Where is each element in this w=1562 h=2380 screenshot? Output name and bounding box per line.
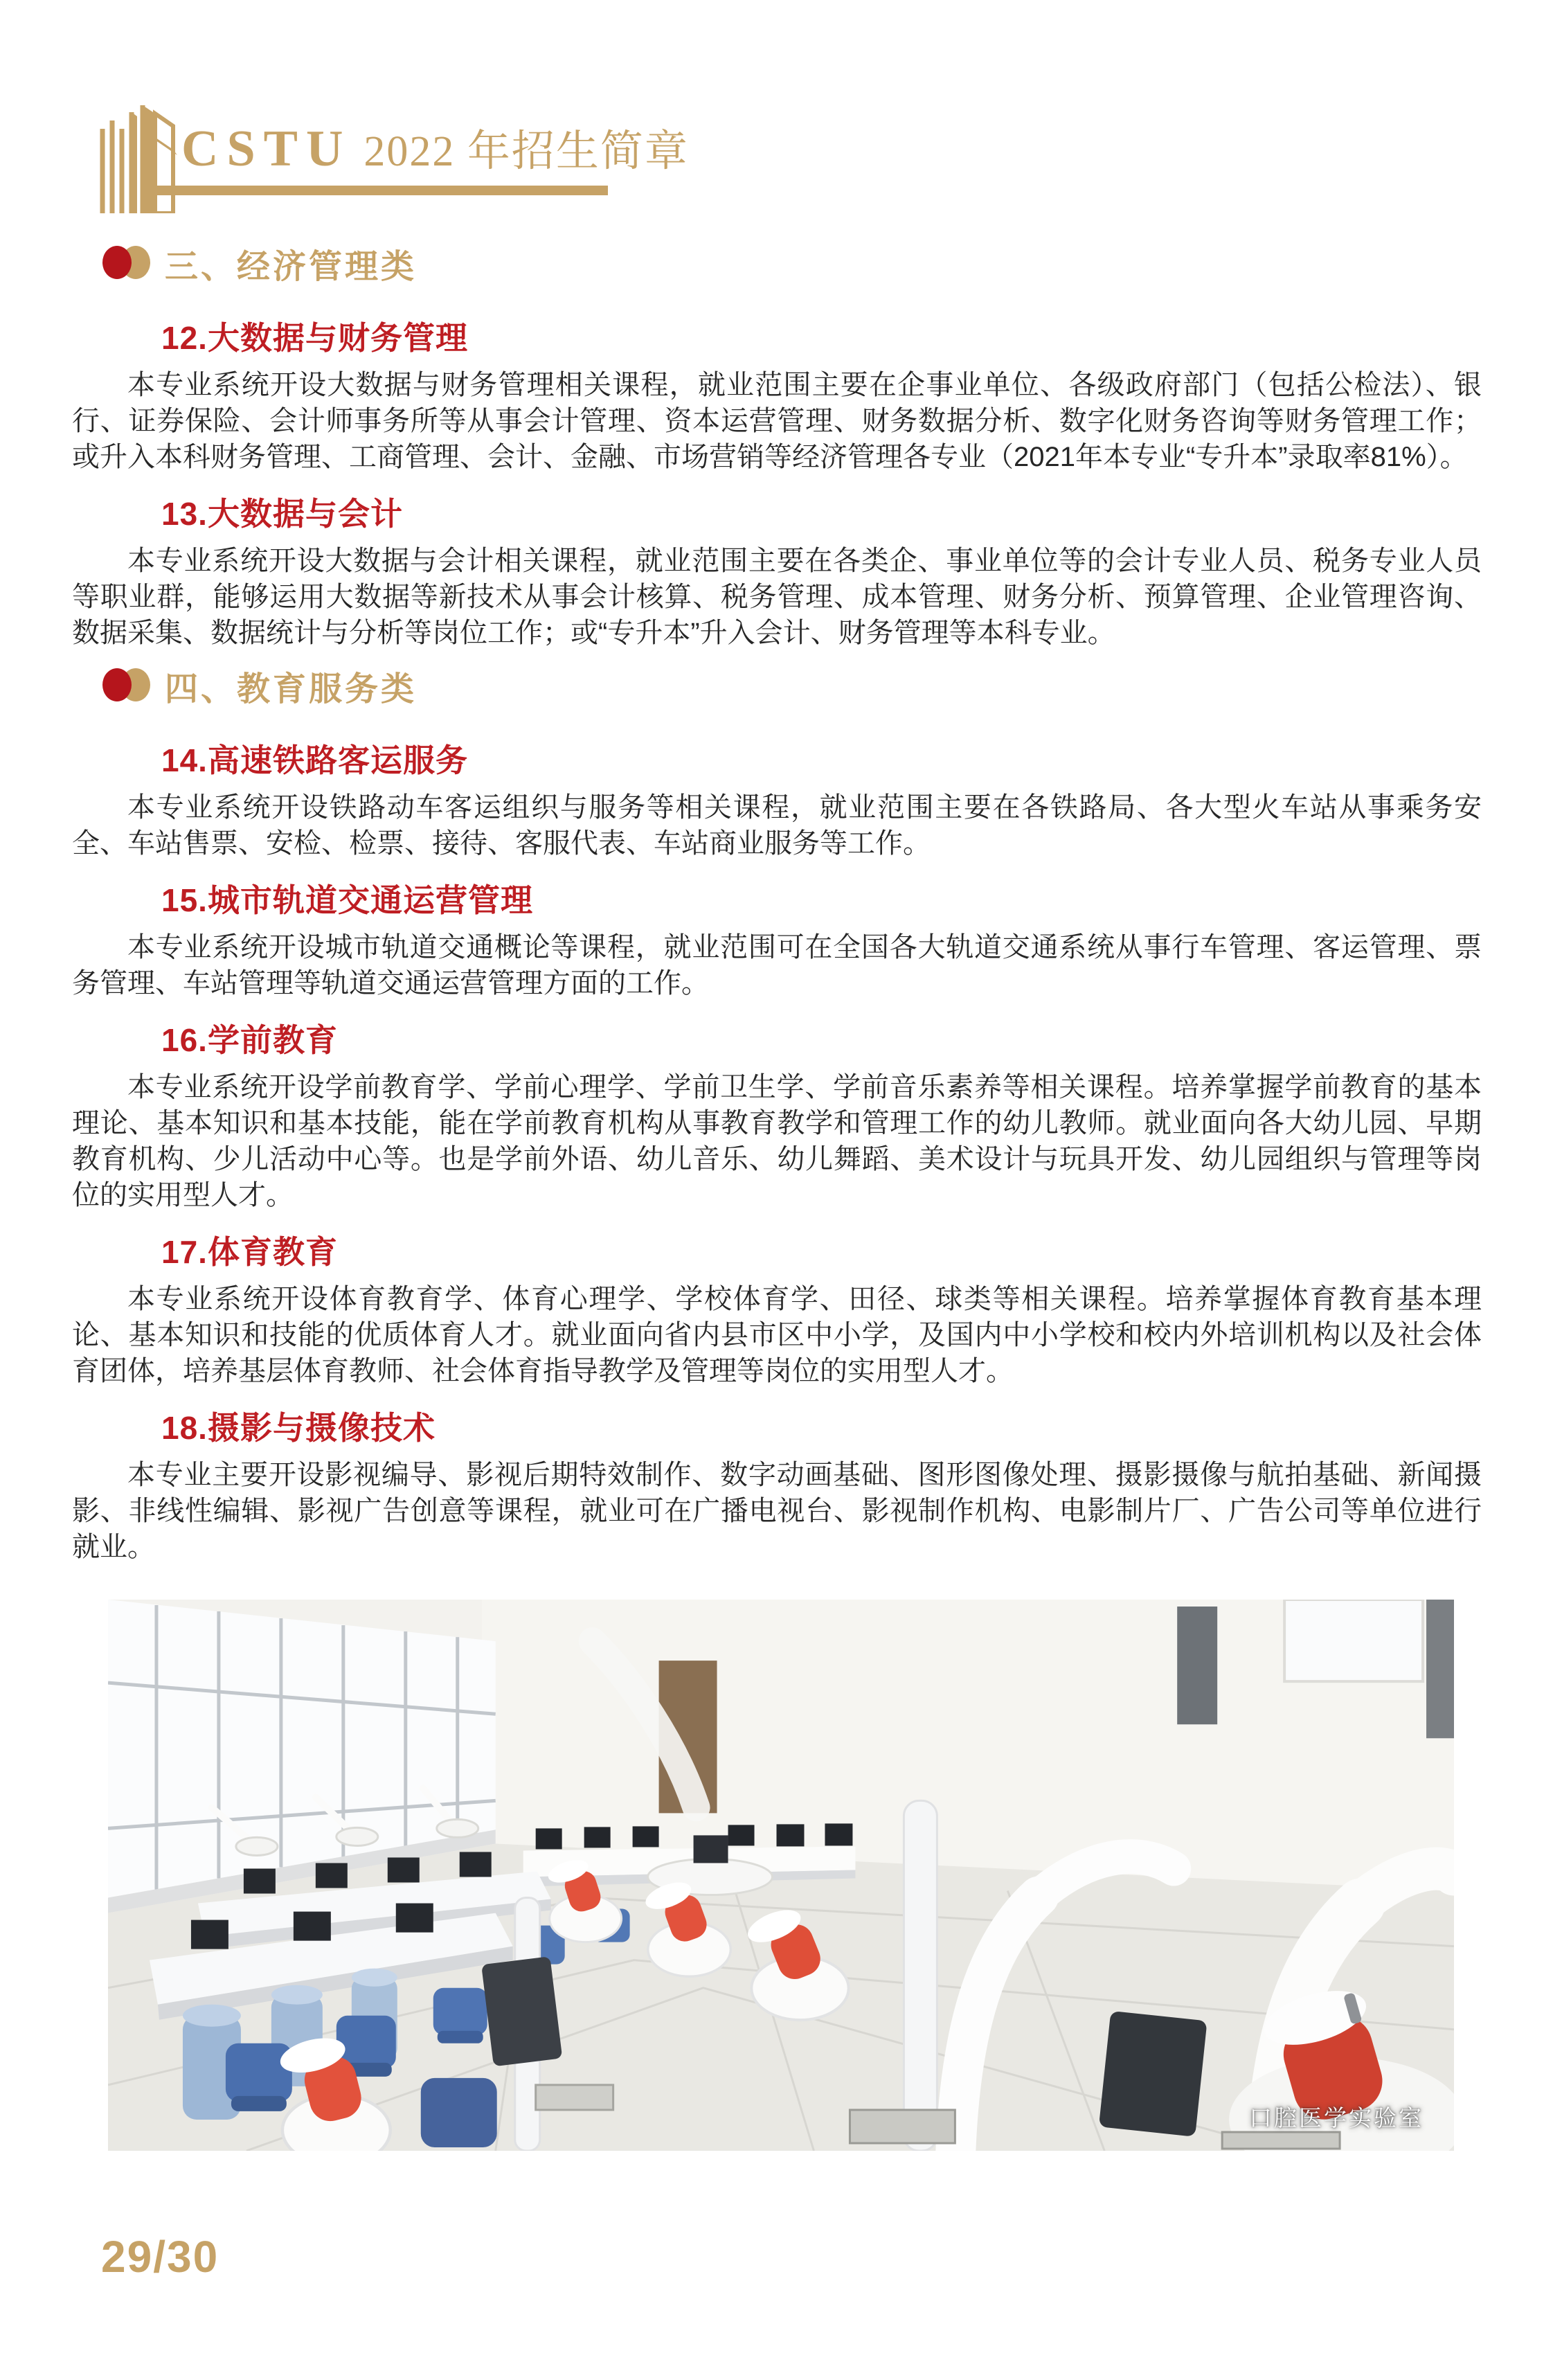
major-heading-14: 14.高速铁路客运服务 bbox=[161, 742, 468, 778]
major-body-13: 本专业系统开设大数据与会计相关课程，就业范围主要在各类企、事业单位等的会计专业人员、税务专业人员等职业群，能够运用大数据等新技术从事会计核算、税务管理、成本管理、财务分析、预算管理、企业管理咨询、数据采集、数据统计与分析等岗位工作；或“专升本”升入会计、财务管理等本科专业。 bbox=[72, 546, 1482, 648]
major-heading-16: 16.学前教育 bbox=[161, 1022, 338, 1058]
brand-text: CSTU bbox=[181, 120, 352, 177]
category-bullet-icon bbox=[102, 246, 155, 280]
major-body-14: 本专业系统开设铁路动车客运组织与服务等相关课程，就业范围主要在各铁路局、各大型火车站从事乘务安全、车站售票、安检、检票、接待、客服代表、车站商业服务等工作。 bbox=[72, 792, 1482, 859]
category-bullet-icon bbox=[102, 668, 155, 703]
major-body-16: 本专业系统开设学前教育学、学前心理学、学前卫生学、学前音乐素养等相关课程。培养掌握学前教育的基本理论、基本知识和基本技能，能在学前教育机构从事教育教学和管理工作的幼儿教师。就业面向各大幼儿园、早期教育机构、少儿活动中心等。也是学前外语、幼儿音乐、幼儿舞蹈、美术设计与玩具开发、幼儿园组织与管理等岗位的实用型人才。 bbox=[72, 1072, 1482, 1210]
red-dot-icon bbox=[102, 668, 132, 701]
major-body-12: 本专业系统开设大数据与财务管理相关课程，就业范围主要在企事业单位、各级政府部门（包括公检法）、银行、证券保险、会计师事务所等从事会计管理、资本运营管理、财务数据分析、数字化财务咨询等财务管理工作；或升入本科财务管理、工商管理、会计、金融、市场营销等经济管理各专业（2021年本专业“专升本”录取率81%）。 bbox=[72, 370, 1482, 472]
content-column bbox=[0, 244, 1562, 1565]
major-heading-13: 13.大数据与会计 bbox=[161, 496, 403, 532]
category-heading-education bbox=[102, 666, 1562, 708]
major-body-15: 本专业系统开设城市轨道交通概论等课程，就业范围可在全国各大轨道交通系统从事行车管理、客运管理、票务管理、车站管理等轨道交通运营管理方面的工作。 bbox=[72, 932, 1482, 999]
cstu-building-logo-icon bbox=[96, 101, 177, 213]
major-body-18: 本专业主要开设影视编导、影视后期特效制作、数字动画基础、图形图像处理、摄影摄像与航拍基础、新闻摄影、非线性编辑、影视广告创意等课程，就业可在广播电视台、影视制作机构、电影制片厂、广告公司等单位进行就业。 bbox=[72, 1460, 1482, 1562]
brochure-title-text: 2022 年招生简章 bbox=[363, 128, 689, 175]
header-title-block bbox=[181, 101, 689, 195]
photo-caption: 口腔医学实验室 bbox=[1249, 2105, 1424, 2131]
oral-medicine-lab-photo bbox=[108, 1600, 1454, 2151]
page-header bbox=[96, 101, 689, 213]
header-underline-bar bbox=[148, 186, 608, 195]
red-dot-icon bbox=[102, 246, 132, 279]
major-heading-17: 17.体育教育 bbox=[161, 1234, 338, 1270]
lab-photo-illustration bbox=[108, 1600, 1454, 2151]
major-body-17: 本专业系统开设体育教育学、体育心理学、学校体育学、田径、球类等相关课程。培养掌握体育教育基本理论、基本知识和技能的优质体育人才。就业面向省内县市区中小学，及国内中小学校和校内外培训机构以及社会体育团体，培养基层体育教师、社会体育指导教学及管理等岗位的实用型人才。 bbox=[72, 1284, 1482, 1386]
major-heading-15: 15.城市轨道交通运营管理 bbox=[161, 882, 533, 918]
category-label: 三、经济管理类 bbox=[165, 248, 418, 285]
category-label: 四、教育服务类 bbox=[165, 670, 418, 708]
page-number: 29/30 bbox=[101, 2232, 219, 2282]
category-heading-economics bbox=[102, 244, 1562, 283]
major-heading-18: 18.摄影与摄像技术 bbox=[161, 1410, 436, 1446]
major-heading-12: 12.大数据与财务管理 bbox=[161, 320, 468, 356]
